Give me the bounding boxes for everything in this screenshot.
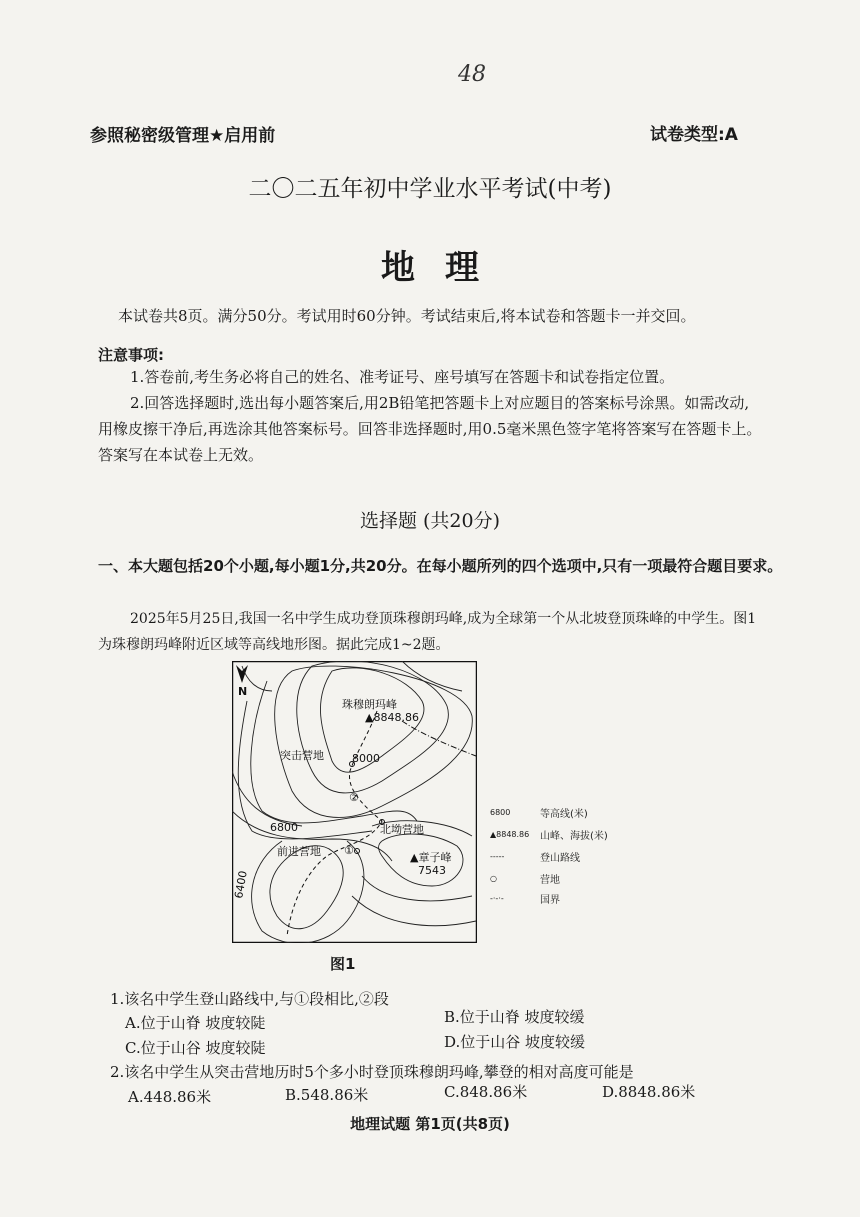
legend-peak (490, 827, 608, 842)
note-item-1: 1.答卷前,考生务必将自己的姓名、准考证号、座号填写在答题卡和试卷指定位置。 (130, 368, 675, 386)
north-label: N (238, 685, 248, 698)
question-stem-context: 2025年5月25日,我国一名中学生成功登顶珠穆朗玛峰,成为全球第一个从北坡登顶珠峰的中学生。图1为珠穆朗玛峰附近区域等高线地形图。据此完成1~2题。 (98, 611, 757, 653)
legend-border-label: 国界 (540, 895, 560, 906)
note-item-2: 2.回答选择题时,选出每小题答案后,用2B铅笔把答题卡上对应题目的答案标号涂黑。如需改动,用橡皮擦干净后,再选涂其他答案标号。回答非选择题时,用0.5毫米黑色签字笔将答案写在答题卡上。答案写在本试卷上无效。 (98, 394, 762, 464)
legend-border-symbol: -·-·- (490, 894, 504, 903)
legend-camp-label: 营地 (540, 875, 560, 886)
north-arrow-icon (236, 665, 248, 683)
question-2-option-b: B.548.86米 (285, 1086, 369, 1104)
assault-camp-label: 突击营地 (280, 749, 324, 762)
question-2-stem: 2.该名中学生从突击营地历时5个多小时登顶珠穆朗玛峰,攀登的相对高度可能是 (110, 1063, 634, 1081)
question-2-option-a: A.448.86米 (128, 1088, 212, 1106)
question-2-option-d: D.8848.86米 (602, 1083, 696, 1101)
marker-2: ② (349, 791, 359, 804)
page-footer: 地理试题 第1页(共8页) (350, 1115, 510, 1133)
peak-label: 珠穆朗玛峰 (342, 698, 397, 711)
subject-title: 地理 (381, 248, 509, 288)
question-1-stem: 1.该名中学生登山路线中,与①段相比,②段 (110, 990, 389, 1008)
secret-level-label: 参照秘密级管理★启用前 (90, 126, 276, 146)
contour-6400-label: 6400 (232, 869, 250, 900)
question-1-option-c: C.位于山谷 坡度较陡 (125, 1039, 266, 1057)
legend-camp (490, 871, 560, 886)
section-title: 选择题 (共20分) (359, 510, 501, 532)
legend-peak-symbol: ▲8848.86 (490, 830, 530, 839)
contour-map (232, 661, 477, 943)
advance-camp-label: 前进营地 (277, 845, 321, 858)
exam-title: 二〇二五年初中学业水平考试(中考) (248, 176, 612, 202)
zhangzi-height: 7543 (418, 864, 446, 877)
legend-route-label: 登山路线 (540, 853, 580, 864)
exam-intro: 本试卷共8页。满分50分。考试用时60分钟。考试结束后,将本试卷和答题卡一并交回。 (118, 307, 696, 325)
contour-8000-label: 8000 (352, 752, 380, 765)
handwritten-page-mark: 48 (458, 62, 486, 87)
legend-route-symbol: ----- (490, 852, 505, 861)
north-col-camp-label: 北坳营地 (380, 823, 424, 836)
question-1-option-d: D.位于山谷 坡度较缓 (444, 1033, 586, 1051)
legend-contour (490, 805, 588, 820)
marker-1: ① (344, 844, 354, 857)
question-1-option-a: A.位于山脊 坡度较陡 (125, 1014, 266, 1032)
legend-border (490, 891, 560, 906)
legend-contour-symbol: 6800 (490, 808, 511, 817)
figure-caption: 图1 (330, 955, 356, 973)
contour-6800-label: 6800 (270, 821, 298, 834)
paper-type-label: 试卷类型:A (650, 125, 738, 145)
zhangzi-peak-label: ▲章子峰 (410, 851, 452, 864)
legend-peak-label: 山峰、海拔(米) (540, 831, 608, 842)
question-2-option-c: C.848.86米 (444, 1083, 528, 1101)
peak-height: ▲8848.86 (365, 711, 419, 724)
legend-route (490, 849, 580, 864)
climbing-route (287, 711, 382, 936)
legend-camp-symbol: ○ (490, 874, 497, 883)
section-instruction: 一、本大题包括20个小题,每小题1分,共20分。在每小题所列的四个选项中,只有一项最符合题目要求。 (98, 557, 783, 575)
national-border-line (402, 721, 476, 756)
legend-contour-label: 等高线(米) (540, 809, 588, 820)
question-1-option-b: B.位于山脊 坡度较缓 (444, 1008, 585, 1026)
notes-heading: 注意事项: (98, 346, 164, 364)
